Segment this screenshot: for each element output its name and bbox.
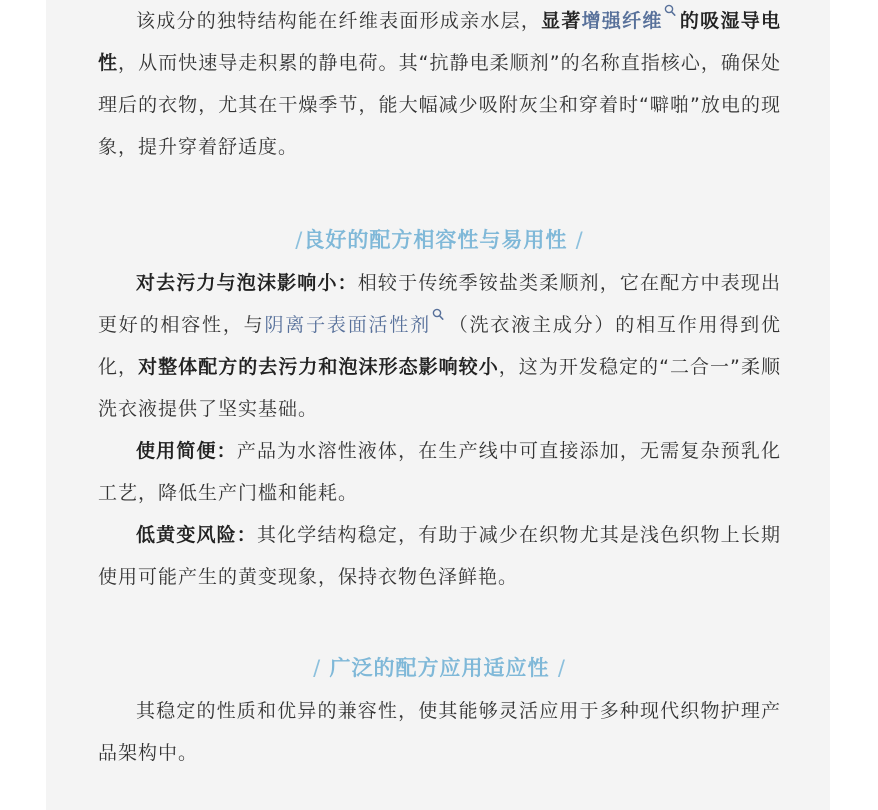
bold-text: 显著 bbox=[541, 10, 582, 32]
heading-slash-left: / bbox=[295, 228, 304, 252]
bold-lead: 对去污力与泡沫影响小： bbox=[136, 272, 358, 294]
section-heading-applicability bbox=[98, 653, 781, 683]
heading-text: 广泛的配方应用适应性 bbox=[329, 656, 550, 680]
section-heading-compatibility bbox=[98, 225, 781, 255]
bold-lead: 低黄变风险： bbox=[136, 524, 257, 546]
bold-lead: 使用简便： bbox=[136, 440, 237, 462]
paragraph-ease-of-use bbox=[98, 430, 781, 514]
keyword-link-surfactant[interactable]: 阴离子表面活性剂 bbox=[264, 314, 431, 336]
heading-slash-right: / bbox=[557, 656, 566, 680]
keyword-link-fiber[interactable]: 增强纤维 bbox=[581, 10, 663, 32]
heading-slash-right: / bbox=[575, 228, 584, 252]
bold-text: 的吸湿导电性 bbox=[98, 10, 781, 74]
text: 相较于传统季铵盐类柔顺剂，它在配方中表现出更好的相容性，与 bbox=[98, 272, 781, 336]
heading-text: 良好的配方相容性与易用性 bbox=[303, 228, 568, 252]
heading-slash-left: / bbox=[313, 656, 322, 680]
paragraph-detergency bbox=[98, 262, 781, 430]
text: 其稳定的性质和优异的兼容性，使其能够灵活应用于多种现代织物护理产品架构中。 bbox=[98, 700, 781, 764]
text: （洗衣液主成分）的相互作用得到优化， bbox=[98, 314, 781, 378]
search-icon[interactable] bbox=[432, 304, 446, 322]
text: ，这为开发稳定的“二合一”柔顺洗衣液提供了坚实基础。 bbox=[98, 356, 781, 420]
article-page bbox=[46, 0, 830, 810]
text: ，从而快速导走积累的静电荷。其“抗静电柔顺剂”的名称直指核心，确保处理后的衣物，尤其在干燥季节，能大幅减少吸附灰尘和穿着时“噼啪”放电的现象，提升穿着舒适度。 bbox=[98, 52, 781, 158]
bold-text: 对整体配方的去污力和泡沫形态影响较小 bbox=[138, 356, 499, 378]
text: 产品为水溶性液体，在生产线中可直接添加，无需复杂预乳化工艺，降低生产门槛和能耗。 bbox=[98, 440, 781, 504]
paragraph-yellowing bbox=[98, 514, 781, 598]
text: 其化学结构稳定，有助于减少在织物尤其是浅色织物上长期使用可能产生的黄变现象，保持衣物色泽鲜艳。 bbox=[98, 524, 781, 588]
paragraph-antistatic bbox=[98, 0, 781, 168]
text: 该成分的独特结构能在纤维表面形成亲水层， bbox=[136, 10, 542, 32]
paragraph-applications bbox=[98, 690, 781, 774]
search-icon[interactable] bbox=[664, 0, 678, 18]
